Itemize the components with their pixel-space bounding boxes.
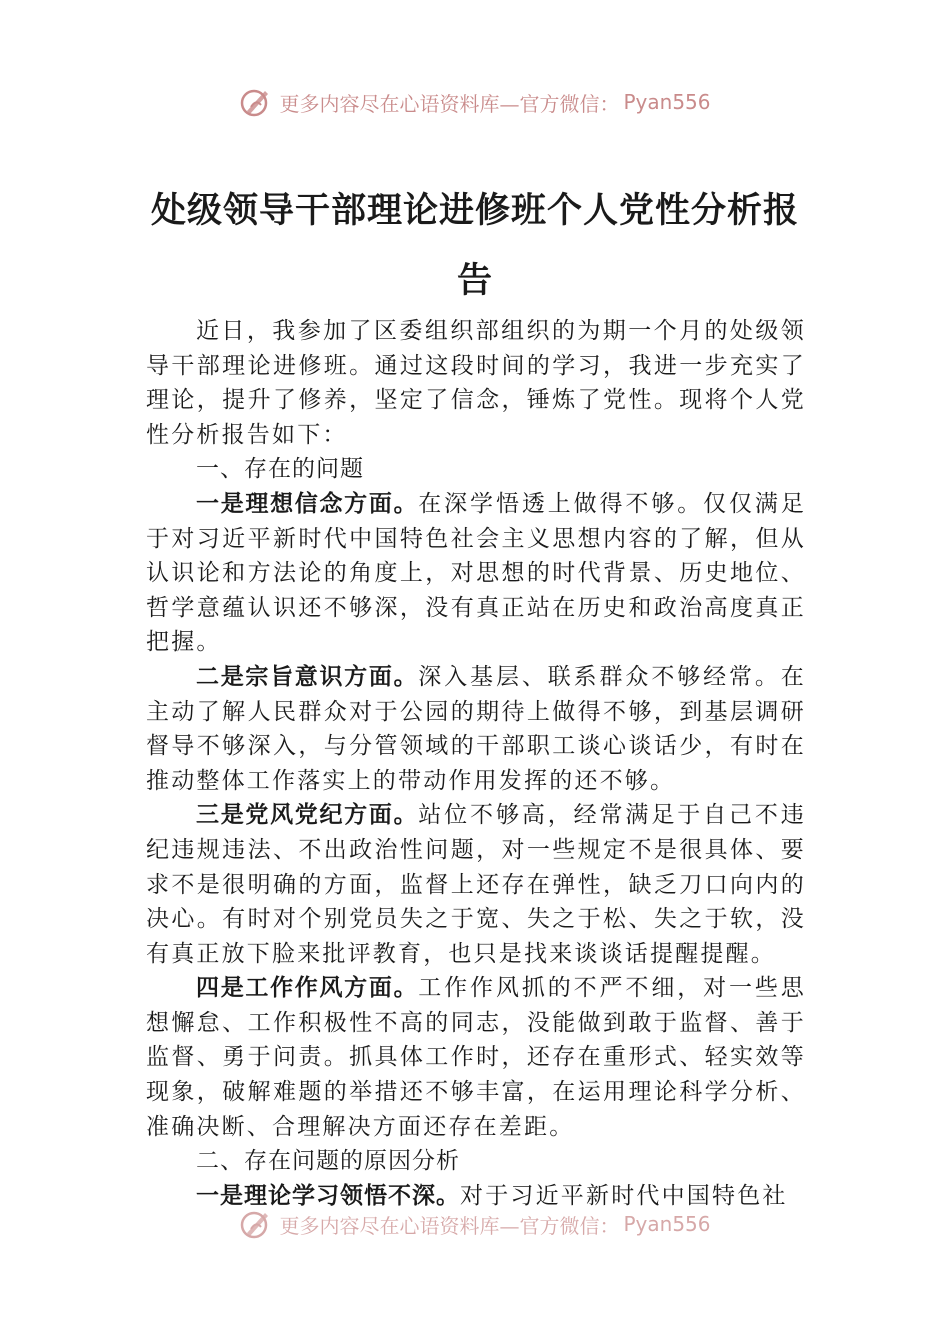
pen-logo-icon [239,1207,273,1241]
watermark-text: 更多内容尽在心语资料库—官方微信： [279,91,620,116]
paragraph-ideals [146,487,806,660]
page-title: 处级领导干部理论进修班个人党性分析报告 [150,190,799,301]
pen-logo-icon [239,85,273,119]
paragraph-purpose [146,660,806,798]
watermark-wechat-id: Pyan556 [623,1212,711,1236]
watermark-header [0,82,950,122]
paragraph-text: 在深学悟透上做得不够。仅仅满足于对习近平新时代中国特色社会主义思想内容的了解，但从认识论和方法论的角度上，对思想的时代背景、历史地位、哲学意蕴认识还不够深，没有真正站在历史和政治高度真正把握。 [146,490,807,656]
report-body [146,314,806,1213]
watermark-text: 更多内容尽在心语资料库—官方微信： [279,1213,620,1238]
paragraph-lead: 一是理想信念方面。 [196,490,419,517]
watermark-wechat-id: Pyan556 [623,90,711,114]
paragraph-text: 站位不够高，经常满足于自己不违纪违规违法、不出政治性问题，对一些规定不是很具体、要求不是很明确的方面，监督上还存在弹性，缺乏刀口向内的决心。有时对个别党员失之于宽、失之于松、失之于软，没有真正放下脸来批评教育，也只是找来谈谈话提醒提醒。 [146,802,807,967]
paragraph-text: 深入基层、联系群众不够经常。在主动了解人民群众对于公园的期待上做得不够，到基层调研督导不够深入，与分管领域的干部职工谈心谈话少，有时在推动整体工作落实上的带动作用发挥的还不够。 [146,663,807,794]
section-heading-problems: 一、存在的问题 [196,456,364,483]
paragraph-lead: 三是党风党纪方面。 [196,802,419,829]
paragraph-text: 对于习近平新时代中国特色社 [460,1182,788,1209]
paragraph-lead: 一是理论学习领悟不深。 [196,1182,460,1209]
intro-paragraph [146,314,806,452]
paragraph-lead: 二是宗旨意识方面。 [196,663,419,690]
section-heading-causes: 二、存在问题的原因分析 [196,1148,460,1175]
paragraph-lead: 四是工作作风方面。 [196,975,419,1002]
paragraph-text: 近日，我参加了区委组织部组织的为期一个月的处级领导干部理论进修班。通过这段时间的学习，我进一步充实了理论，提升了修养，坚定了信念，锤炼了党性。现将个人党性分析报告如下： [146,318,806,448]
paragraph-text: 工作作风抓的不严不细，对一些思想懈怠、工作积极性不高的同志，没能做到敢于监督、善于监督、勇于问责。抓具体工作时，还存在重形式、轻实效等现象，破解难题的举措还不够丰富，在运用理论科学分析、准确决断、合理解决方面还存在差距。 [146,975,807,1140]
paragraph-work-style [146,971,806,1144]
watermark-footer [0,1204,950,1244]
paragraph-discipline [146,798,806,971]
